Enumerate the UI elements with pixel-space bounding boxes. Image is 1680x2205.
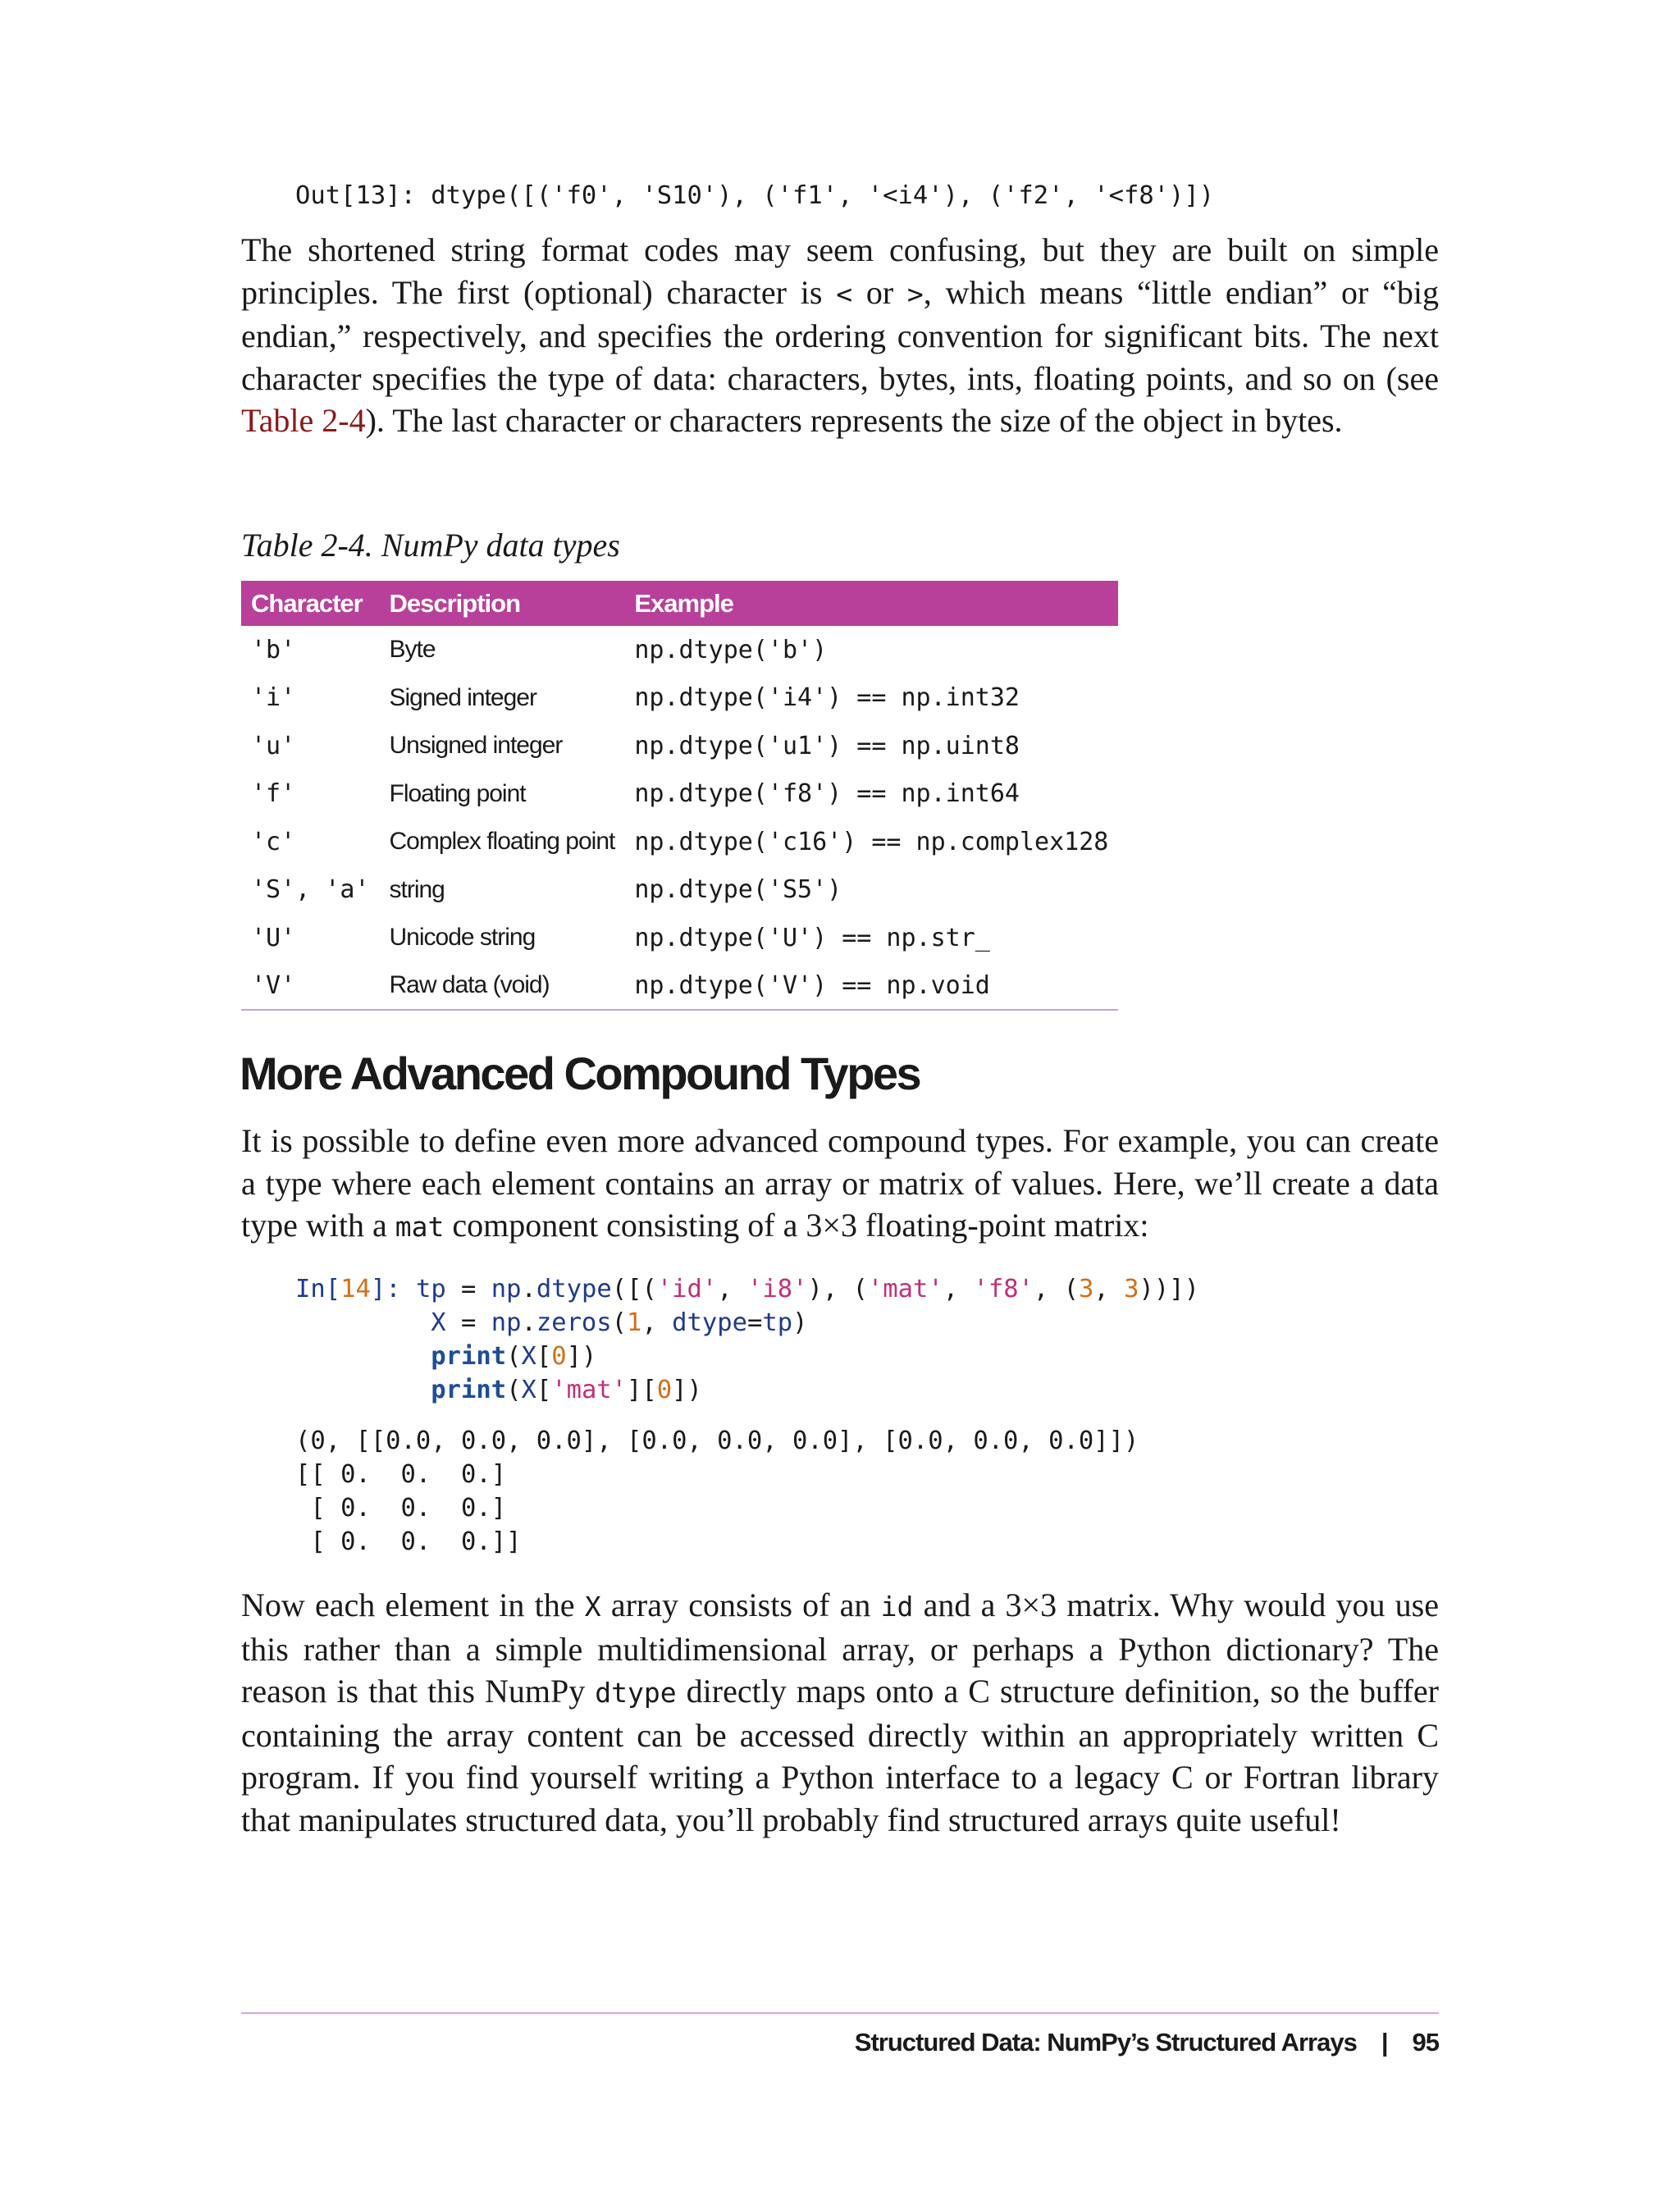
paragraph-format-codes: The shortened string format codes may seem confusing, but they are built on simple principles. The first (optional) character is < or >, which means “little endian” or “big endian,” respectively, and specifies the ordering convention for significant bits. The next character specifies the type of data: characters, bytes, ints, floating points, and so on (see Table 2-4). The last character or characters represents the size of the object in bytes. bbox=[241, 231, 1439, 439]
cell-example: np.dtype('S5') bbox=[634, 875, 842, 905]
out-prompt: Out[13]: bbox=[295, 181, 416, 210]
cell-example: np.dtype('u1') == np.uint8 bbox=[634, 731, 1020, 760]
cell-character: 'b' bbox=[251, 635, 296, 664]
table-header-row bbox=[241, 581, 1118, 626]
top-code-output bbox=[295, 179, 1214, 212]
code-line-3: print(X[0]) bbox=[431, 1342, 597, 1371]
output-line: [ 0. 0. 0.]] bbox=[295, 1527, 522, 1556]
footer-section-title: Structured Data: NumPy’s Structured Arrays bbox=[854, 2028, 1357, 2057]
section-heading: More Advanced Compound Types bbox=[240, 1048, 920, 1099]
table-row bbox=[241, 770, 1118, 819]
out-text: dtype([('f0', 'S10'), ('f1', '<i4'), ('f2', '<f8')]) bbox=[431, 181, 1215, 210]
cell-character: 'u' bbox=[251, 731, 296, 760]
table-row bbox=[241, 674, 1118, 723]
table-row bbox=[241, 866, 1118, 915]
cell-description: Byte bbox=[389, 636, 436, 664]
output-line: [ 0. 0. 0.] bbox=[295, 1494, 507, 1522]
table-row bbox=[241, 626, 1118, 674]
page-footer bbox=[855, 2025, 1439, 2061]
table-row bbox=[241, 722, 1118, 770]
cell-example: np.dtype('U') == np.str_ bbox=[634, 923, 990, 952]
cell-description: Floating point bbox=[389, 779, 526, 807]
output-code-block bbox=[295, 1424, 1139, 1559]
table-row bbox=[241, 914, 1118, 962]
header-character: Character bbox=[241, 581, 380, 626]
code-line-4: print(X['mat'][0]) bbox=[431, 1376, 702, 1404]
cell-example: np.dtype('b') bbox=[634, 635, 828, 664]
footer-separator: | bbox=[1381, 2028, 1388, 2057]
cell-character: 'f' bbox=[251, 779, 296, 809]
cell-description: Unsigned integer bbox=[389, 732, 563, 760]
inline-code-gt: > bbox=[906, 277, 924, 310]
table-row bbox=[241, 962, 1118, 1011]
paragraph-c-structure: Now each element in the X array consists of an id and a 3×3 matrix. Why would you use this rather than a simple multidimensional array, or perhaps a Python dictionary? The reason is that this NumPy dtype directly maps onto a C structure definition, so the buffer containing the array content can be accessed directly within an appropriately written C program. If you find yourself writing a Python interface to a legacy C or Fortran library that manipulates structured data, you’ll probably find structured arrays quite useful! bbox=[241, 1586, 1439, 1838]
cell-description: Unicode string bbox=[389, 924, 536, 952]
header-example: Example bbox=[624, 581, 1118, 626]
table-row bbox=[241, 818, 1118, 866]
cell-character: 'c' bbox=[251, 827, 296, 856]
inline-code-lt: < bbox=[836, 277, 853, 310]
table-link[interactable]: Table 2-4 bbox=[241, 402, 366, 439]
inline-code-dtype: dtype bbox=[595, 1677, 677, 1709]
inline-code-id: id bbox=[880, 1591, 914, 1623]
cell-example: np.dtype('f8') == np.int64 bbox=[634, 779, 1020, 809]
inline-code-mat: mat bbox=[395, 1211, 445, 1243]
cell-example: np.dtype('i4') == np.int32 bbox=[634, 683, 1020, 713]
code-line-1: In[14]: tp = np.dtype([('id', 'i8'), ('mat', 'f8', (3, 3))]) bbox=[295, 1275, 1199, 1303]
cell-description: string bbox=[389, 875, 445, 903]
code-line-2: X = np.zeros(1, dtype=tp) bbox=[431, 1308, 808, 1337]
cell-description: Complex floating point bbox=[389, 828, 615, 856]
table-caption: Table 2-4. NumPy data types bbox=[241, 527, 620, 564]
cell-example: np.dtype('V') == np.void bbox=[624, 962, 1118, 1011]
numpy-data-types-table bbox=[241, 581, 1118, 1011]
paragraph-compound-types: It is possible to define even more advanced compound types. For example, you can create a type where each element contains an array or matrix of values. Here, we’ll create a data type with a mat component consisting of a 3×3 floating-point matrix: bbox=[241, 1122, 1439, 1244]
cell-character: 'S', 'a' bbox=[251, 875, 370, 905]
inline-code-X: X bbox=[584, 1591, 601, 1623]
output-line: [[ 0. 0. 0.] bbox=[295, 1460, 507, 1489]
page-number: 95 bbox=[1412, 2028, 1439, 2057]
cell-description: Signed integer bbox=[389, 683, 536, 711]
cell-character: 'U' bbox=[251, 923, 296, 952]
cell-character: 'V' bbox=[241, 962, 380, 1011]
cell-description: Raw data (void) bbox=[380, 962, 625, 1011]
output-line: (0, [[0.0, 0.0, 0.0], [0.0, 0.0, 0.0], [0.0, 0.0, 0.0]]) bbox=[295, 1427, 1139, 1455]
footer-rule bbox=[241, 2012, 1439, 2014]
cell-character: 'i' bbox=[251, 683, 296, 713]
header-description: Description bbox=[380, 581, 625, 626]
input-code-block bbox=[295, 1272, 1199, 1407]
cell-example: np.dtype('c16') == np.complex128 bbox=[634, 827, 1109, 856]
